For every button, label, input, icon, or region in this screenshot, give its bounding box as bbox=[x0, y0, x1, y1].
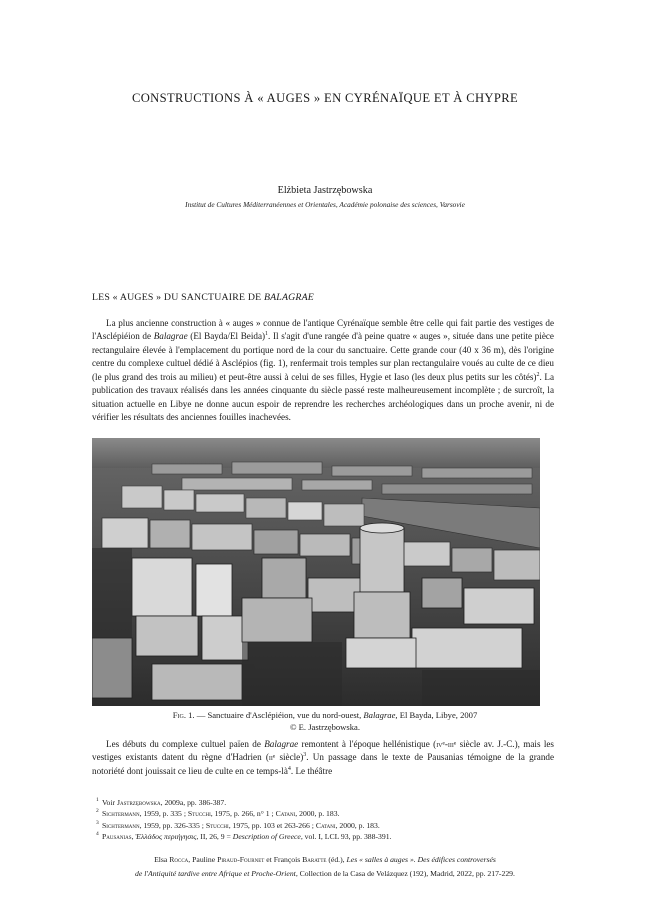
footnote-author: Catani bbox=[275, 809, 296, 819]
p2-text-c: siècle av. J.-C.), mais les vestiges existants datent du règne d'Hadrien ( bbox=[92, 739, 554, 763]
p2-text-a: Les débuts du complexe cultuel païen de bbox=[106, 739, 265, 749]
figure-caption bbox=[0, 710, 650, 733]
p2-century: iiᵉ bbox=[268, 752, 276, 763]
footnote-text: , vol. I, LCL 93, pp. 388-391. bbox=[300, 831, 392, 841]
section-heading-prefix: LES « AUGES » DU SANCTUAIRE DE bbox=[92, 292, 264, 303]
footnote bbox=[92, 831, 554, 842]
paragraph-2 bbox=[92, 738, 554, 778]
footnote-text: Voir bbox=[102, 798, 118, 807]
footnote-text: , II, 26, 9 = bbox=[196, 831, 233, 841]
p2-text-b: remontent à l'époque hellénistique ( bbox=[298, 739, 437, 749]
p1-text-c: . Il s'agit d'une rangée d'à peine quatre « auges », située dans une petite pièce rectangulaire élevée à l'emplacement du portique nord de la cour du sanctuaire. Cette grande cour (40 x 36 m), dès l'origine centre du complexe cultuel dédié à Asclépios (fig. 1), renfermait trois temples sur plan rectangulaire voués au culte de ce dieu (le plus grand des trois au milieu) et peut-être aussi à celui de ses filles, Hygie et Iaso (les deux plus petits sur les côtés) bbox=[92, 331, 554, 382]
footnote-author: Sichtermann bbox=[102, 809, 140, 819]
figure-photo bbox=[92, 438, 540, 706]
footer-text: , Pauline bbox=[188, 855, 218, 864]
footnote-author: Pausanias bbox=[102, 831, 132, 841]
footnote-number: 4 bbox=[96, 830, 99, 837]
footnote-ref-3[interactable]: 3 bbox=[303, 752, 307, 759]
footer-line-2 bbox=[0, 867, 650, 881]
footer-line-1 bbox=[0, 853, 650, 867]
caption-rest: , El Bayda, Libye, 2007 bbox=[395, 710, 478, 720]
footer-editor: Rocca bbox=[169, 855, 189, 864]
caption-credit: © E. Jastrzębowska. bbox=[289, 721, 360, 732]
p2-text-e: . Un passage dans le texte de Pausanias témoigne de la grande notoriété dont jouissait ce lieu de culte en ce temps-là bbox=[92, 752, 555, 776]
footnote-number: 3 bbox=[96, 819, 99, 826]
footnote-title: Ἑλλάδος περιήγησις bbox=[135, 831, 197, 841]
footer-editor: Piraud-Fournet bbox=[217, 855, 265, 864]
footnote-author: Stucchi bbox=[187, 809, 211, 819]
footnote-text: , 1975, p. 266, n° 1 ; bbox=[210, 809, 276, 819]
footer-text: et François bbox=[264, 855, 303, 864]
footnote-ref-4[interactable]: 4 bbox=[287, 765, 291, 772]
footnote-number: 1 bbox=[96, 797, 99, 803]
footnote-title: Description of Greece bbox=[232, 831, 301, 841]
footnote-text: , bbox=[131, 831, 136, 841]
footer-book-title: Les « salles à auges ». Des édifices controversés bbox=[346, 855, 496, 864]
footer-editor: Baratte bbox=[302, 855, 327, 864]
author-name: Elżbieta Jastrzębowska bbox=[277, 185, 373, 196]
page-footer bbox=[0, 853, 650, 880]
footnote-number: 2 bbox=[96, 808, 99, 815]
footnote-author: Stucchi bbox=[205, 820, 229, 830]
p2-place: Balagrae bbox=[264, 739, 299, 749]
article-title: CONSTRUCTIONS À « AUGES » EN CYRÉNAÏQUE ET À CHYPRE bbox=[131, 91, 518, 105]
footnote bbox=[92, 820, 554, 831]
footer-text: (éd.), bbox=[326, 855, 347, 864]
caption-place: Balagrae bbox=[363, 710, 396, 720]
figure-label: Fig. 1. bbox=[172, 710, 195, 720]
p2-text-d: siècle) bbox=[275, 752, 304, 763]
caption-text: — Sanctuaire d'Asclépiéion, vue du nord-ouest, bbox=[194, 710, 364, 720]
footer-text: Elsa bbox=[154, 855, 170, 864]
footnote-text: , 1959, pp. 326-335 ; bbox=[139, 820, 206, 830]
caption-line-1 bbox=[0, 710, 650, 722]
footnote-author: Jastrzębowska bbox=[117, 798, 161, 807]
ruins-photo-image bbox=[92, 438, 540, 706]
footnote-ref-1[interactable]: 1 bbox=[265, 331, 269, 338]
paragraph-1 bbox=[92, 317, 554, 425]
p1-place: Balagrae bbox=[153, 331, 188, 342]
section-heading-place: BALAGRAE bbox=[263, 292, 314, 303]
p2-centuries: ivᵉ-iiiᵉ bbox=[436, 739, 457, 749]
footnote-text: , 2000, p. 183. bbox=[335, 820, 380, 830]
footnote-text: , 1959, p. 335 ; bbox=[139, 809, 188, 819]
footnote bbox=[92, 808, 554, 819]
p1-text-b: (El Bayda/El Beida) bbox=[187, 331, 266, 342]
section-heading bbox=[92, 292, 314, 303]
p1-text-d: . La publication des travaux réalisés dans les années cinquante du siècle passé reste malheureusement incomplète ; de surcroît, la situation actuelle en Libye ne donne aucun espoir de reprendre les recherches archéologiques dans un proche avenir, ni de vérifier les résultats des anciennes fouilles inachevées. bbox=[92, 371, 555, 423]
footnote-text: , 2000, p. 183. bbox=[295, 809, 340, 819]
footnote-ref-2[interactable]: 2 bbox=[536, 371, 540, 378]
author-affiliation: Institut de Cultures Méditerranéennes et Orientales, Académie polonaise des sciences, Varsovie bbox=[185, 200, 465, 209]
p1-text-a: La plus ancienne construction à « auges » connue de l'antique Cyrénaïque semble être celle qui fait partie des vestiges de l'Asclépiéion de bbox=[92, 318, 554, 342]
footnote-text: , 2009a, pp. 386-387. bbox=[160, 798, 227, 807]
footnotes bbox=[92, 797, 554, 842]
p2-text-f: . Le théâtre bbox=[290, 765, 333, 776]
footnote-author: Catani bbox=[315, 820, 336, 830]
footnote-author: Sichtermann bbox=[102, 820, 140, 830]
footer-text: , Collection de la Casa de Velázquez (192), Madrid, 2022, pp. 217-229. bbox=[295, 868, 515, 878]
footnote-text: , 1975, pp. 103 et 263-266 ; bbox=[228, 820, 316, 830]
footnote bbox=[92, 797, 554, 808]
footer-book-title: de l'Antiquité tardive entre Afrique et Proche-Orient bbox=[135, 868, 296, 878]
